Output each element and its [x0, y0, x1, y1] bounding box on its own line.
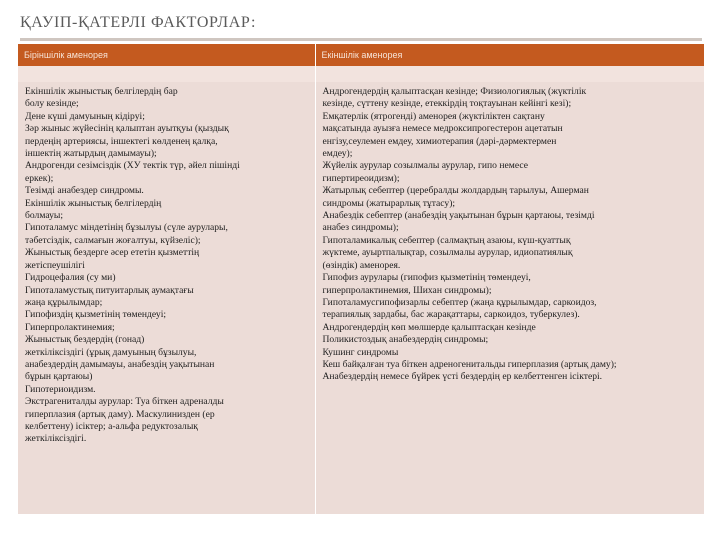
factor-line: кезінде, сүттену кезінде, етеккірдің тоқтауынан кейінгі кезі);	[322, 98, 572, 110]
factor-line: Дене күші дамуының кідіруі;	[25, 110, 145, 122]
risk-factors-table	[18, 44, 704, 514]
factor-line: терапиялық зардабы, бас жарақаттары, саркоидоз, туберкулез).	[322, 309, 580, 321]
factor-line: Емқатерлік (ятрогенді) аменорея (жүктіліктен сақтану	[322, 110, 545, 122]
factor-line: Анабездік себептер (анабездің уақытынан бұрын қартаюы, тезімді	[322, 210, 595, 222]
factor-line: гипертиреоидизм);	[322, 172, 400, 184]
factor-line: келбеттену) ісіктер; а-альфа редуктозалық	[25, 420, 198, 432]
factor-line: Андрогендердің көп мөлшерде қалыптасқан кезінде	[322, 321, 536, 333]
factor-line: Жыныстық бездерге әсер ететін қызметтің	[25, 247, 200, 259]
secondary-amenorrhea-factors	[315, 82, 704, 514]
factor-line: Анабездердің немесе бүйрек үсті бездердің ер келбеттенген ісіктері.	[322, 371, 603, 383]
factor-line: болмауы;	[25, 210, 64, 222]
factor-line: Гипоталамусгипофизарлы себептер (жаңа құрылымдар, саркоидоз,	[322, 296, 597, 308]
table-body-row	[18, 82, 704, 514]
factor-line: Гипоталамустық питуитарлық аумақтағы	[25, 284, 194, 296]
factor-line: Гипоталамикалық себептер (салмақтың азаюы, күш-қуаттық	[322, 234, 571, 246]
factor-line: Жүйелік аурулар созылмалы аурулар, гипо немесе	[322, 160, 528, 172]
factor-line: еркек);	[25, 172, 54, 184]
factor-line: Андрогендердің қалыптасқан кезінде; Физиологиялық (жүктілік	[322, 86, 587, 97]
factor-line: мақсатында ауызға немесе медроксипрогестерон ацетатын	[322, 123, 563, 135]
factor-line: жаңа құрылымдар;	[25, 296, 103, 308]
factor-line: Екіншілік жыныстық белгілердің бар	[25, 86, 178, 97]
table-header-row	[18, 44, 704, 66]
factor-line: Гипофиздің қызметінің төмендеуі;	[25, 309, 167, 321]
spacer-cell-right	[315, 66, 704, 82]
page-title: ҚАУІП-ҚАТЕРЛІ ФАКТОРЛАР:	[20, 14, 257, 31]
primary-amenorrhea-factors	[18, 82, 315, 514]
factor-line: іншектің жатырдың дамымауы);	[25, 148, 157, 160]
factor-line: Тезімді анабездер синдромы.	[25, 185, 144, 197]
factor-line: Зәр жыныс жүйесінің қалыптан ауытқуы (қыздық	[25, 123, 229, 135]
spacer-cell-left	[18, 66, 315, 82]
factor-line: Кушинг синдромы	[322, 346, 399, 358]
factor-line: Экстрагениталды аурулар: Туа біткен адреналды	[25, 396, 224, 408]
header-primary-amenorrhea: Біріншілік аменорея	[18, 44, 315, 66]
factor-line: Жыныстық бездердің (гонад)	[25, 334, 145, 346]
factor-line: Кеш байқалған туа біткен адреногенитальды гиперплазия (артық даму);	[322, 358, 617, 370]
factor-line: Гиперпролактинемия;	[25, 321, 115, 333]
factor-line: Жатырлық себептер (церебралды жолдардың тарылуы, Ашерман	[322, 185, 589, 197]
factor-line: жеткіліксіздігі.	[25, 433, 87, 445]
factor-line: енгізу,сеулемен емдеу, химиотерапия (дәрі-дәрмектермен	[322, 135, 557, 147]
factor-line: жетіспеушілігі	[25, 259, 85, 271]
factor-line: бұрын қартаюы)	[25, 371, 93, 383]
table-spacer-row	[18, 66, 704, 82]
factor-line: жүктеме, ауыртпалықтар, созылмалы аурулар, идиопатиялық	[322, 247, 573, 259]
factor-line: Гидроцефалия (су ми)	[25, 272, 116, 284]
factor-line: болу кезінде;	[25, 98, 79, 110]
factor-line: Екіншілік жыныстық белгілердің	[25, 197, 162, 209]
factor-line: Гипоталамус міндетінің бұзылуы (сүле аурулары,	[25, 222, 228, 234]
factor-line: тәбетсіздік, салмағын жоғалтуы, күйзеліс);	[25, 234, 201, 246]
factor-line: Поликистоздық анабездердің синдромы;	[322, 334, 489, 346]
factor-line: анабездердің дамымауы, анабездің уақытынан	[25, 358, 215, 370]
factor-line: Гипотериоидизм.	[25, 383, 96, 395]
factor-line: емдеу);	[322, 148, 353, 160]
factor-line: Андрогенди сезімсіздік (ХУ тектік түр, әйел пішінді	[25, 160, 240, 172]
factor-line: гиперплазия (артық даму). Маскулинизден (ер	[25, 408, 215, 420]
factor-line: гиперпролактинемия, Шихан синдромы);	[322, 284, 492, 296]
factor-line: жеткіліксіздігі (ұрық дамуының бұзылуы,	[25, 346, 197, 358]
factor-line: синдромы (жатырарлық тұтасу);	[322, 197, 456, 209]
factor-line: пердеңің артериясы, іншектегі көлденең қалқа,	[25, 135, 218, 147]
factor-line: (өзіндік) аменорея.	[322, 259, 401, 271]
header-secondary-amenorrhea: Екіншілік аменорея	[315, 44, 704, 66]
factor-line: Гипофиз аурулары (гипофиз қызметінің төмендеуі,	[322, 272, 531, 284]
factor-line: анабез синдромы);	[322, 222, 399, 234]
title-underline	[20, 38, 702, 41]
